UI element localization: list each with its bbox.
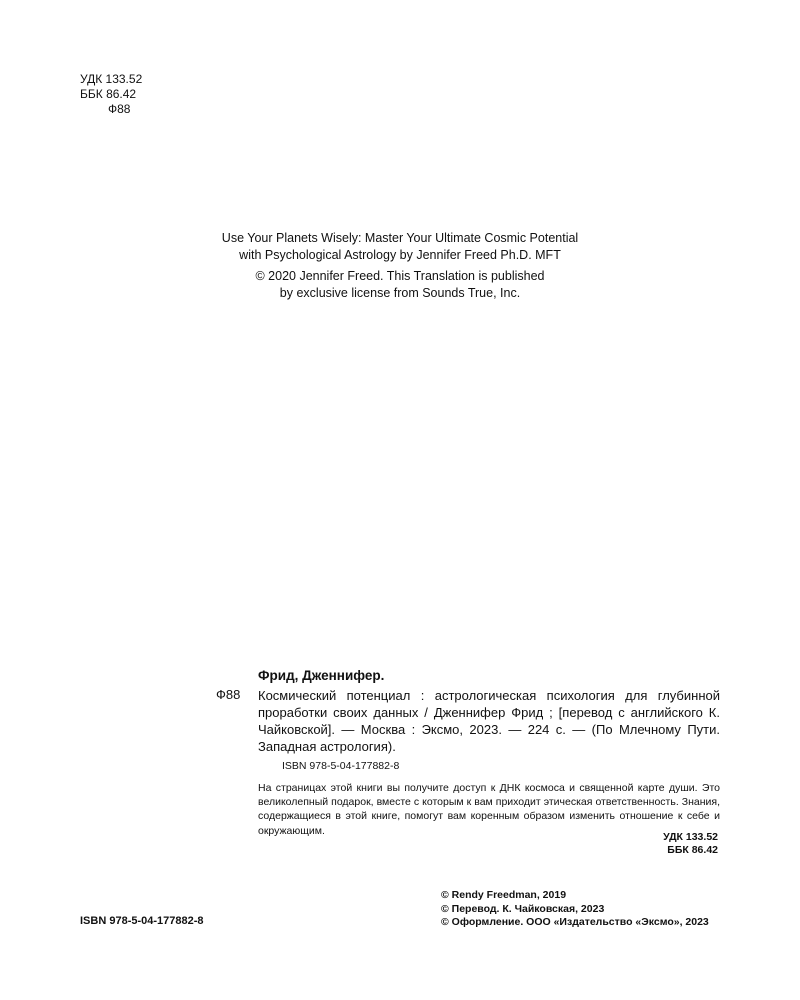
original-title-block: [150, 230, 650, 264]
top-classification-codes: [80, 72, 142, 117]
footer-copyrights: [441, 889, 709, 930]
udk-code: УДК 133.52: [80, 72, 143, 86]
bbk-code: ББК 86.42: [80, 87, 137, 101]
author-mark: Ф88: [108, 102, 131, 116]
catalog-bbk: ББК 86.42: [667, 844, 718, 856]
original-copyright-line1: © 2020 Jennifer Freed. This Translation is published: [255, 269, 545, 283]
catalog-isbn: ISBN 978-5-04-177882-8: [282, 760, 400, 772]
catalog-annotation: На страницах этой книги вы получите доступ к ДНК космоса и священной карте души. Это великолепный подарок, вместе с которым к вам приходит этическая ответственность. Знания, содержащиеся в этой книге, помогут вам коренным образом изменить отношение к себе и окружающим.: [258, 782, 720, 837]
catalog-udk: УДК 133.52: [663, 831, 718, 843]
footer-isbn: ISBN 978-5-04-177882-8: [80, 915, 204, 927]
original-title-line2: with Psychological Astrology by Jennifer Freed Ph.D. MFT: [239, 248, 561, 262]
original-title-line1: Use Your Planets Wisely: Master Your Ultimate Cosmic Potential: [221, 231, 579, 245]
catalog-author-mark: Ф88: [216, 687, 241, 702]
copyright-design: © Оформление. ООО «Издательство «Эксмо», 2023: [441, 916, 709, 928]
original-copyright-block: [150, 268, 650, 302]
catalog-codes: [663, 831, 718, 857]
copyright-author: © Rendy Freedman, 2019: [441, 889, 567, 901]
copyright-translation: © Перевод. К. Чайковская, 2023: [441, 902, 605, 915]
catalog-description: Космический потенциал : астрологическая психология для глубинной проработки своих данных / Дженнифер Фрид ; [перевод с английского К. Чайковской]. — Москва : Эксмо, 2023. — 224 с. — (По Млечному Пути. Западная астрология).: [258, 688, 720, 754]
original-copyright-line2: by exclusive license from Sounds True, Inc.: [279, 286, 521, 300]
catalog-author: Фрид, Дженнифер.: [258, 668, 385, 683]
